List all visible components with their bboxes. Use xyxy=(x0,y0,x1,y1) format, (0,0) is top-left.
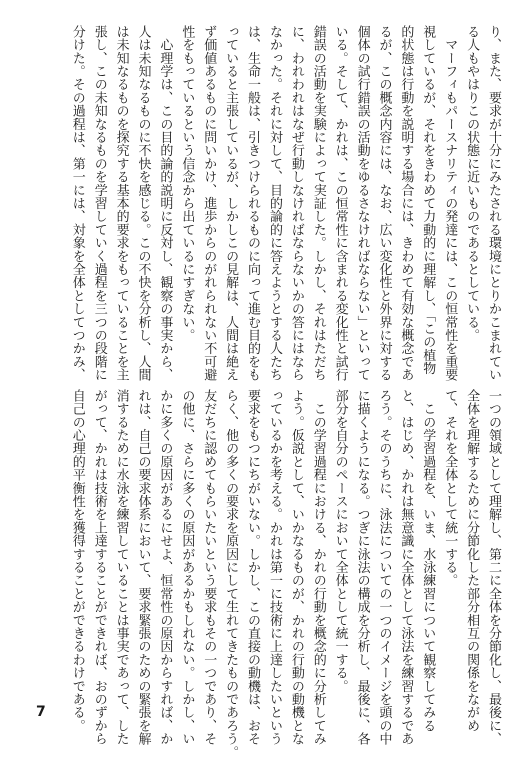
text-column: よう。仮説として、いかなるものが、かれの行動の動機とな xyxy=(288,389,304,746)
text-column: る人もやはりこの状態に近いものであるとしている。 xyxy=(464,25,480,342)
text-column: 部分を自分のペースにおいて全体として統一する。 xyxy=(332,389,348,693)
text-column: 視しているが、それをきわめて力動的に理解し、「この植物 xyxy=(420,25,436,375)
text-column: かに多くの原因があるにせよ、恒常性の原因からすれば、か xyxy=(157,389,173,746)
text-column: 消するために水泳を練習していることは事実であって、した xyxy=(113,389,129,746)
page-number: 7 xyxy=(36,704,46,720)
text-column: 全体を理解するために分節化した部分相互の関係をながめ xyxy=(464,389,480,733)
text-column: 性をもっているという信念から出ているにすぎない。 xyxy=(179,25,195,342)
text-column: 要求をもつにちがいない。しかし、この直接の動機は、おそ xyxy=(245,389,261,746)
text-column: の他に、さらに多くの原因があるかもしれない。しかし、い xyxy=(179,389,195,746)
text-column: この学習過程における、かれの行動を概念的に分析してみ xyxy=(310,389,326,746)
text-column: この学習過程を、いま、水泳練習について観察してみる xyxy=(420,389,436,733)
text-column: ろう。そのうちに、泳法についての一つのイメージを頭の中 xyxy=(376,389,392,746)
text-column: は、生命一般は、引きつけられるものに向って進む目的をも xyxy=(245,25,261,382)
text-column: れは、自己の要求体系において、要求緊張のための緊張を解 xyxy=(135,389,151,746)
text-column: 張し、この未知なるものを学習していく過程を三つの段階に xyxy=(91,25,107,382)
text-column: 自己の心理的平衡性を獲得することができるわけである。 xyxy=(69,389,85,733)
text-column: と、はじめ、かれは無意識に全体として泳法を練習するであ xyxy=(398,389,414,746)
text-column: ず価値あるものに問いかけ、進歩からのがれられない不可避 xyxy=(201,25,217,382)
text-column: 一つの領域として理解し、第二に全体を分節化し、最後に、 xyxy=(486,389,501,746)
upper-text-block xyxy=(66,25,504,382)
text-column: っていると主張しているが、しかしこの見解は、人間は絶え xyxy=(223,25,239,382)
text-column: 分けた。その過程は、第一には、対象を全体としてつかみ、 xyxy=(69,25,85,382)
text-column: らく、他の多くの要求を原因にして生れてきたものであろう。 xyxy=(223,389,239,759)
text-column: 友だちに認めてもらいたいという要求もその一つであり、そ xyxy=(201,389,217,746)
text-column: は未知なるものを探究する基本的要求をもっていることを主 xyxy=(113,25,129,382)
text-column: いる。そして、かれは、この恒常性に含まれる変化性と試行 xyxy=(332,25,348,382)
lower-text-block xyxy=(66,389,504,759)
text-column: り、また、要求が十分にみたされる環境にとりかこまれてい xyxy=(486,25,501,382)
text-column: るが、この概念内容には、なお、広い変化性と外界に対する xyxy=(376,25,392,382)
text-column: 個体の試行錯誤の活動をゆるさなければならない」といって xyxy=(354,25,370,382)
text-column: がって、かれは技術を上達することができれば、おのずから xyxy=(91,389,107,746)
text-column: 的状態は行動を説明する場合には、きわめて有効な概念であ xyxy=(398,25,414,382)
text-column: て、それを全体として統一する。 xyxy=(442,389,458,587)
text-column: っているかを考える。かれは第一に技術に上達したいという xyxy=(266,389,282,746)
text-column: 人は未知なるものに不快を感じる。この不快を分析し、人間 xyxy=(135,25,151,382)
text-column: に、われわれはなぜ行動しなければならないかの答にはなら xyxy=(288,25,304,382)
text-column: 心理学は、この目的論的説明に反対し、観察の事実から、 xyxy=(157,25,173,382)
text-column: 錯誤の活動を実験によって実証した。しかし、それはただち xyxy=(310,25,326,382)
text-column: なかった。それに対して、目的論的に答えようとする人たち xyxy=(266,25,282,382)
text-column: マーフィもパースナリティの発達には、この恒常性を重要 xyxy=(442,25,458,382)
text-column: に描くようになる。つぎに泳法の構成を分析し、最後に、各 xyxy=(354,389,370,746)
